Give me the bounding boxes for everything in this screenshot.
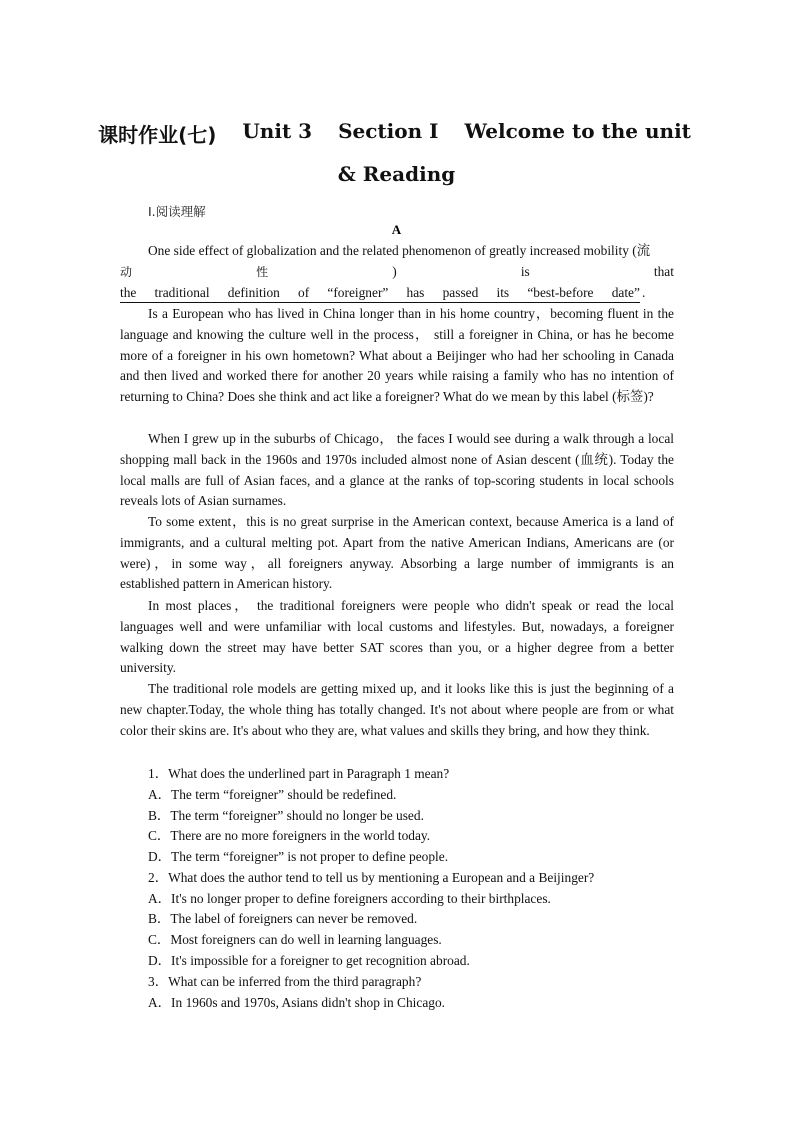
question-1-option-b[interactable]: B．The term “foreigner” should no longer be used. <box>148 808 424 823</box>
question-1-option-c[interactable]: C．There are no more foreigners in the world today. <box>148 828 431 843</box>
word: date” <box>611 284 640 300</box>
paragraph-text: In most places， the traditional foreigners were people who didn't speak or read the local languages well and were unfamiliar with local customs and lifestyles. But, nowadays, a foreigner walking down the street may have better SAT scores than you, or a higher degree from a better university. <box>120 598 674 676</box>
word: “foreigner” <box>327 284 389 300</box>
paragraph-3 <box>120 429 674 512</box>
paragraph-1 <box>120 241 674 303</box>
underlined-phrase <box>120 283 640 303</box>
question-3-option-a[interactable]: A．In 1960s and 1970s, Asians didn't shop in Chicago. <box>148 995 445 1010</box>
document-title-line2: & Reading <box>337 162 456 186</box>
title-part-unit: Unit 3 <box>242 119 313 143</box>
passage-label: A <box>391 222 402 237</box>
word: the <box>120 284 137 300</box>
question-1-option-a[interactable]: A．The term “foreigner” should be redefined. <box>148 787 397 802</box>
question-2-option-d[interactable]: D．It's impossible for a foreigner to get recognition abroad. <box>148 953 470 968</box>
paragraph-4 <box>120 512 674 595</box>
word: definition <box>227 284 280 300</box>
section-heading: Ⅰ.阅读理解 <box>148 204 206 219</box>
document-title-line1 <box>0 119 791 148</box>
question-1-option-d[interactable]: D．The term “foreigner” is not proper to define people. <box>148 849 449 864</box>
word: 动 <box>120 264 133 279</box>
word: 性 <box>256 264 269 279</box>
paragraph-1-line-3 <box>120 283 674 304</box>
question-2-option-a[interactable]: A．It's no longer proper to define foreigners according to their birthplaces. <box>148 891 551 906</box>
word: passed <box>442 284 479 300</box>
question-2-option-b[interactable]: B．The label of foreigners can never be removed. <box>148 911 418 926</box>
question-2-option-c[interactable]: C．Most foreigners can do well in learning languages. <box>148 932 442 947</box>
question-3-stem: 3．What can be inferred from the third paragraph? <box>148 974 422 989</box>
paragraph-6 <box>120 679 674 741</box>
title-part-topic: Welcome to the unit <box>464 119 691 143</box>
paragraph-1-line-1: One side effect of globalization and the related phenomenon of greatly increased mobility (流 <box>148 243 651 258</box>
word: of <box>298 284 310 300</box>
paragraph-text: To some extent，this is no great surprise in the American context, because America is a land of immigrants, and a cultural melting pot. Apart from the native American Indians, Americans are (or were)，in some way，all foreigners anyway. Absorbing a large number of immigrants is an established pattern in American history. <box>120 514 674 592</box>
paragraph-text: Is a European who has lived in China longer than in his home country，becoming fluent in the language and knowing the culture well in the process， still a foreigner in China, or has he become more of a foreigner in his own hometown? What about a Beijinger who had her schooling in Canada and then lived and worked there for another 20 years while raising a family who has no intention of returning to China? Does she think and act like a foreigner? What do we mean by this label (标签)? <box>120 306 674 405</box>
title-part-section: Section Ⅰ <box>338 119 439 143</box>
end-punctuation: . <box>642 284 646 300</box>
word: traditional <box>154 284 210 300</box>
question-2-stem: 2．What does the author tend to tell us by mentioning a European and a Beijinger? <box>148 870 595 885</box>
word: its <box>496 284 510 300</box>
paragraph-1-line-2 <box>120 262 674 283</box>
paragraph-2 <box>120 304 674 408</box>
paragraph-text: When I grew up in the suburbs of Chicago， the faces I would see during a walk through a local shopping mall back in the 1960s and 1970s included almost none of Asian descent (血统). Today the local malls are full of Asian faces, and a glance at the ranks of top-scoring students in local schools reveals lots of Asian surnames. <box>120 431 674 509</box>
paragraph-text: The traditional role models are getting mixed up, and it looks like this is just the beginning of a new chapter.Today, the whole thing has totally changed. It's not about where people are from or what color their skins are. It's about who they are, what values and skills they bring, and how they think. <box>120 681 674 738</box>
word: has <box>406 284 425 300</box>
word: that <box>653 263 674 279</box>
title-part-chinese: 课时作业(七) <box>98 123 217 147</box>
paragraph-5 <box>120 596 674 679</box>
word: is <box>520 263 530 279</box>
word: “best-before <box>527 284 594 300</box>
question-1-stem: 1．What does the underlined part in Paragraph 1 mean? <box>148 766 450 781</box>
word: ) <box>392 263 397 279</box>
